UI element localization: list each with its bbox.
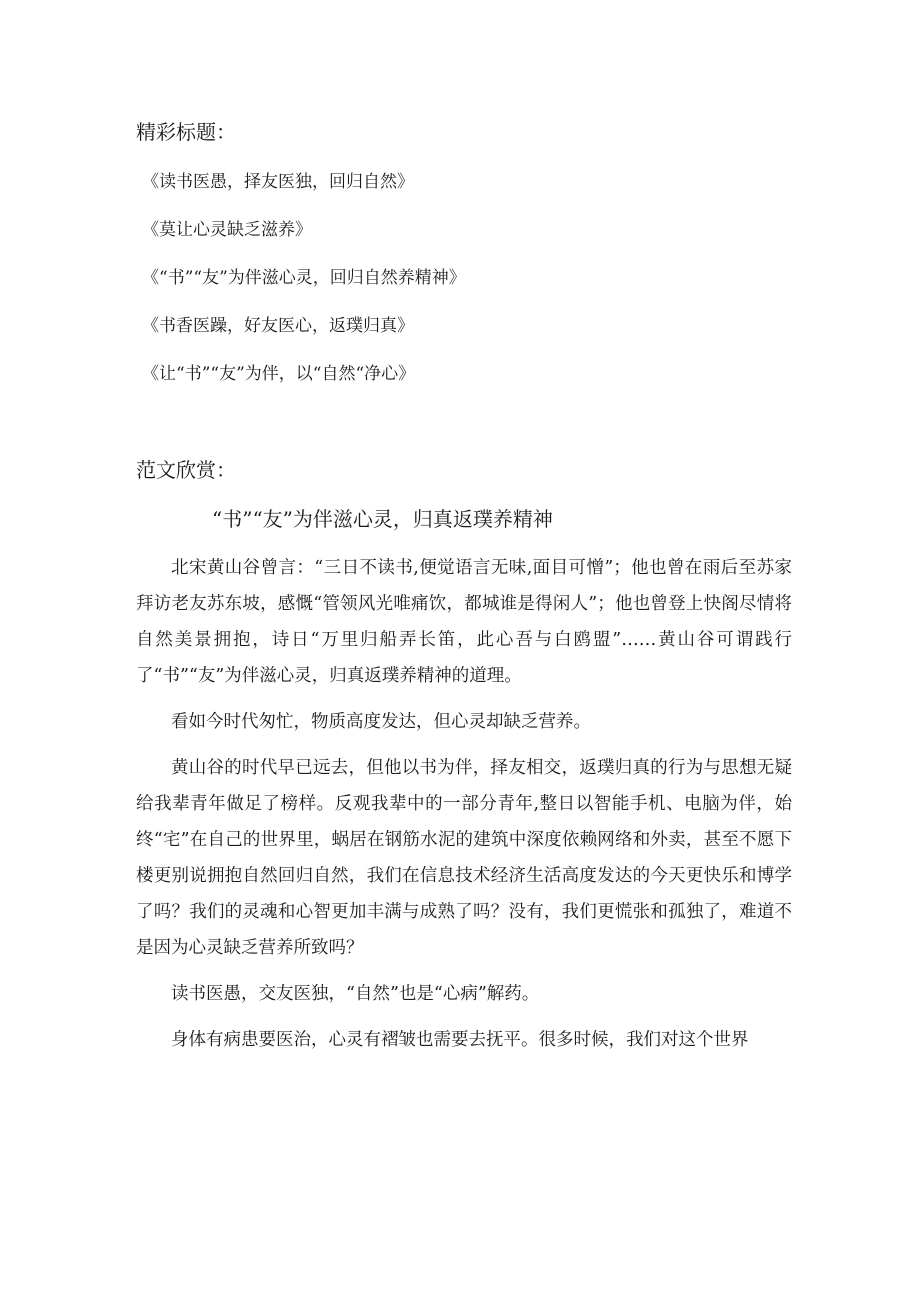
essay-paragraph-3: 黄山谷的时代早已远去，但他以书为伴，择友相交，返璞归真的行为与思想无疑给我辈青年做足了榜样。反观我辈中的一部分青年,整日以智能手机、电脑为伴，始终“宅”在自己的世界里，蜗居在钢筋水泥的建筑中深度依赖网络和外卖，甚至不愿下楼更别说拥抱自然回归自然，我们在信息技术经济生活高度发达的今天更快乐和博学了吗？我们的灵魂和心智更加丰满与成熟了吗？没有，我们更慌张和孤独了，难道不是因为心灵缺乏营养所致吗？ bbox=[136, 758, 792, 958]
essay-label: 范文欣赏： bbox=[136, 458, 236, 482]
highlights-label: 精彩标题： bbox=[136, 120, 236, 144]
essay-paragraph-4: 读书医愚，交友医独，“自然”也是“心病”解药。 bbox=[171, 984, 540, 1004]
essay-paragraph-1: 北宋黄山谷曾言：“三日不读书,便觉语言无味,面目可憎”；他也曾在雨后至苏家拜访老友苏东坡，感慨“管领风光唯痛饮，都城谁是得闲人”；他也曾登上快阁尽情将自然美景拥抱，诗日“万里归船弄长笛，此心吾与白鸥盟”……黄山谷可谓践行了“书”“友”为伴滋心灵，归真返璞养精神的道理。 bbox=[136, 558, 792, 686]
title-item-5: 《让“书”“友”为伴，以“自然“净心》 bbox=[142, 364, 416, 384]
essay-body bbox=[136, 550, 792, 1068]
title-item-3: 《“书”“友”为伴滋心灵，回归自然养精神》 bbox=[142, 268, 466, 288]
title-item-2: 《莫让心灵缺乏滋养》 bbox=[142, 220, 312, 240]
essay-paragraph-2: 看如今时代匆忙，物质高度发达，但心灵却缺乏营养。 bbox=[171, 712, 591, 732]
title-list bbox=[142, 168, 466, 408]
essay-title: “书”“友”为伴滋心灵，归真返璞养精神 bbox=[212, 507, 553, 531]
title-item-1: 《读书医愚，择友医独，回归自然》 bbox=[142, 172, 414, 192]
essay-paragraph-5: 身体有病患要医治，心灵有褶皱也需要去抚平。很多时候，我们对这个世界 bbox=[171, 1030, 749, 1050]
title-item-4: 《书香医躁，好友医心，返璞归真》 bbox=[142, 316, 414, 336]
